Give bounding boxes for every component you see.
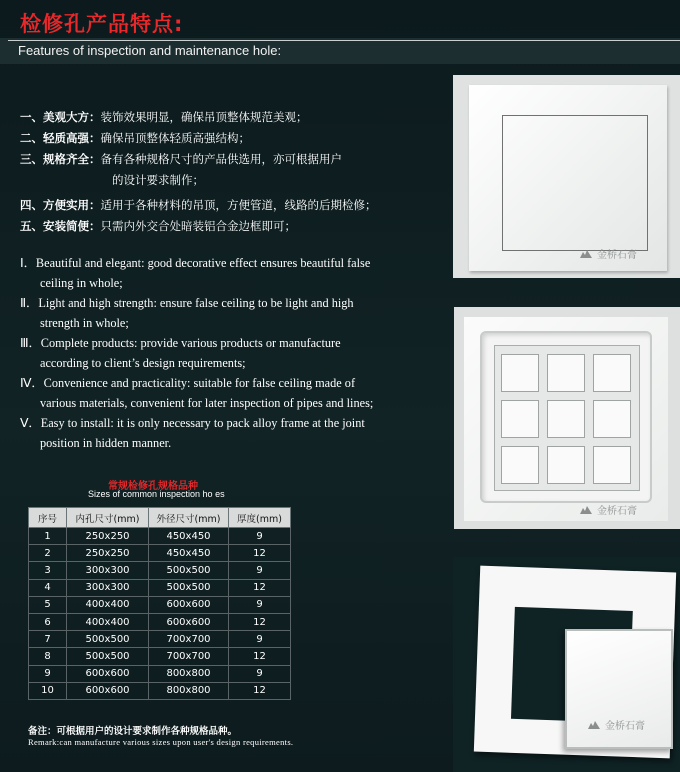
table-cell: 9	[229, 562, 291, 579]
table-cell: 7	[29, 631, 67, 648]
table-cell: 300x300	[67, 562, 149, 579]
table-cell: 12	[229, 648, 291, 665]
features-cn-list	[20, 107, 440, 237]
table-cell: 600x600	[149, 613, 229, 630]
table-cell: 9	[229, 631, 291, 648]
table-cell: 9	[229, 528, 291, 545]
feature-cn-item	[20, 149, 440, 170]
product-photo-plain-panel	[453, 75, 680, 278]
table-row	[29, 613, 291, 630]
table-cell: 400x400	[67, 596, 149, 613]
feature-cn-text: 的设计要求制作；	[112, 173, 204, 187]
feature-en-line: Ⅲ．Complete products: provide various products or manufacture	[20, 336, 341, 350]
table-cell: 450x450	[149, 528, 229, 545]
table-cell: 500x500	[67, 631, 149, 648]
feature-cn-text: 只需内外交合处暗装铝合金边框即可；	[100, 219, 296, 233]
table-row	[29, 665, 291, 682]
table-cell: 4	[29, 579, 67, 596]
table-cell: 250x250	[67, 528, 149, 545]
table-cell: 700x700	[149, 648, 229, 665]
table-body	[29, 528, 291, 700]
table-cell: 300x300	[67, 579, 149, 596]
table-cell: 12	[229, 682, 291, 699]
col-header-no: 序号	[29, 508, 67, 528]
subtitle-divider	[8, 40, 680, 41]
table-cell: 9	[229, 596, 291, 613]
table-cell: 400x400	[67, 613, 149, 630]
feature-cn-text: 确保吊顶整体轻质高强结构；	[100, 131, 250, 145]
table-cell: 9	[29, 665, 67, 682]
table-header-row	[29, 508, 291, 528]
table-cell: 800x800	[149, 665, 229, 682]
table-cell: 250x250	[67, 545, 149, 562]
brand-name: 金桥石膏	[605, 721, 645, 732]
feature-cn-item	[20, 107, 440, 128]
page-title: 检修孔产品特点:	[20, 12, 184, 36]
table-subtitle: Sizes of common inspection ho es	[88, 489, 225, 499]
feature-en-line: Ⅱ．Light and high strength: ensure false ceiling to be light and high	[20, 296, 354, 310]
feature-cn-text: 适用于各种材料的吊顶，方便管道，线路的后期检修；	[100, 198, 377, 212]
table-cell: 10	[29, 682, 67, 699]
table-row	[29, 631, 291, 648]
table-cell: 2	[29, 545, 67, 562]
feature-cn-prefix: 三、规格齐全：	[20, 152, 101, 166]
table-cell: 600x600	[149, 596, 229, 613]
table-cell: 500x500	[149, 562, 229, 579]
feature-cn-item	[20, 195, 440, 216]
col-header-outer: 外径尺寸(mm)	[149, 508, 229, 528]
table-cell: 800x800	[149, 682, 229, 699]
col-header-inner: 内孔尺寸(mm)	[67, 508, 149, 528]
feature-cn-prefix: 二、轻质高强：	[20, 131, 101, 145]
col-header-thickness: 厚度(mm)	[229, 508, 291, 528]
feature-cn-prefix: 五、安装简便：	[20, 219, 101, 233]
table-cell: 12	[229, 613, 291, 630]
table-cell: 500x500	[67, 648, 149, 665]
table-cell: 500x500	[149, 579, 229, 596]
feature-cn-prefix: 一、美观大方：	[20, 110, 101, 124]
table-title: 常规检修孔规格品种	[108, 481, 198, 492]
feature-en-line: according to client’s design requirements;	[40, 356, 246, 370]
table-cell: 700x700	[149, 631, 229, 648]
table-cell: 3	[29, 562, 67, 579]
brand-mark-icon	[579, 504, 593, 515]
table-cell: 600x600	[67, 682, 149, 699]
feature-cn-item	[20, 216, 440, 237]
feature-cn-item	[20, 170, 440, 191]
table-cell: 12	[229, 545, 291, 562]
brand-mark-icon	[579, 248, 593, 259]
feature-en-line: various materials, convenient for later inspection of pipes and lines;	[40, 396, 374, 410]
table-row	[29, 579, 291, 596]
table-cell: 5	[29, 596, 67, 613]
remark-en: Remark:can manufacture various sizes upon user's design requirements.	[28, 737, 294, 747]
remark-cn: 备注：可根据用户的设计要求制作各种规格品种。	[28, 726, 238, 737]
brand-mark-icon	[587, 719, 601, 730]
table-row	[29, 682, 291, 699]
brand-logo	[579, 246, 637, 261]
features-en-list	[20, 253, 440, 453]
table-row	[29, 562, 291, 579]
spec-table	[28, 507, 291, 700]
table-cell: 6	[29, 613, 67, 630]
table-row	[29, 596, 291, 613]
feature-en-line: Ⅳ．Convenience and practicality: suitable for false ceiling made of	[20, 376, 356, 390]
feature-cn-item	[20, 128, 440, 149]
table-cell: 600x600	[67, 665, 149, 682]
feature-cn-prefix: 四、方便实用：	[20, 198, 101, 212]
product-photo-grid-panel	[454, 307, 680, 529]
feature-en-line: Ⅰ．Beautiful and elegant: good decorative effect ensures beautiful false	[20, 256, 371, 270]
brand-name: 金桥石膏	[597, 250, 637, 261]
product-photo-frame-and-cover	[453, 557, 680, 772]
brand-name: 金桥石膏	[597, 506, 637, 517]
brand-logo	[579, 502, 637, 517]
feature-cn-text: 装饰效果明显，确保吊顶整体规范美观；	[100, 110, 308, 124]
table-cell: 450x450	[149, 545, 229, 562]
table-row	[29, 648, 291, 665]
feature-en-line: Ⅴ．Easy to install: it is only necessary to pack alloy frame at the joint	[20, 416, 365, 430]
table-cell: 1	[29, 528, 67, 545]
page-subtitle: Features of inspection and maintenance hole:	[18, 43, 282, 58]
table-cell: 9	[229, 665, 291, 682]
feature-en-line: position in hidden manner.	[40, 436, 172, 450]
table-row	[29, 545, 291, 562]
feature-en-line: ceiling in whole;	[40, 276, 123, 290]
table-cell: 8	[29, 648, 67, 665]
feature-en-line: strength in whole;	[40, 316, 129, 330]
table-cell: 12	[229, 579, 291, 596]
brand-logo	[587, 717, 645, 732]
table-row	[29, 528, 291, 545]
feature-cn-text: 备有各种规格尺寸的产品供选用，亦可根据用户	[100, 152, 342, 166]
